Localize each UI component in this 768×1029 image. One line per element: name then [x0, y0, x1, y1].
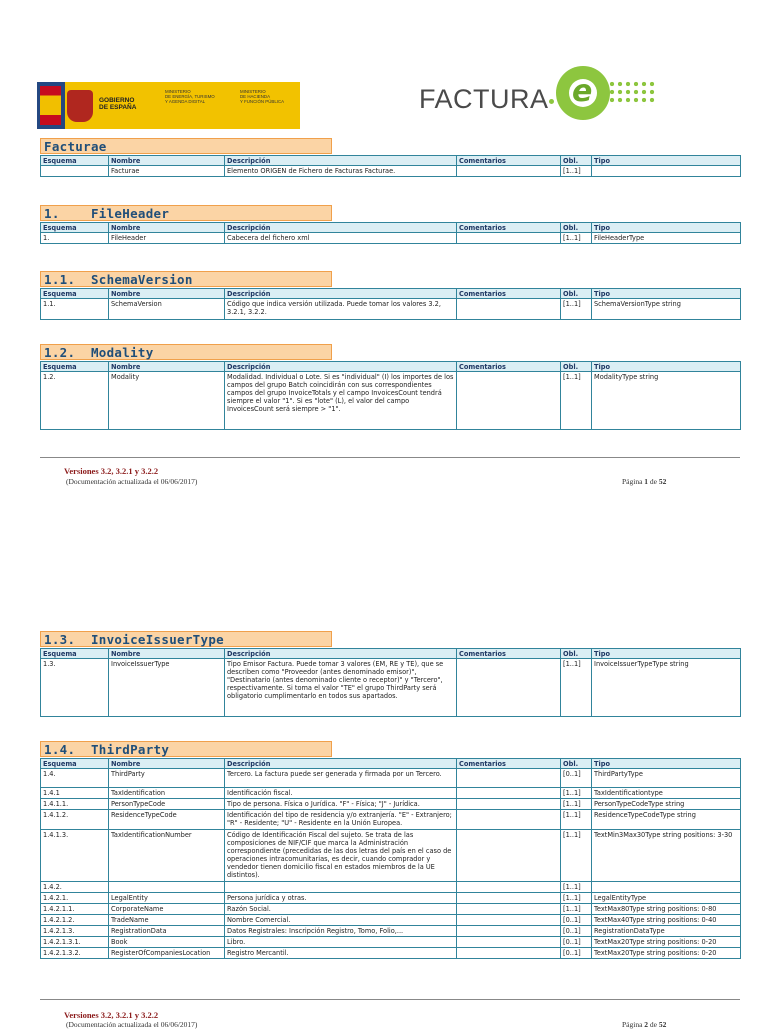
table-cell: TextMax20Type string positions: 0-20 [592, 948, 741, 959]
table-cell: [0..1] [561, 948, 592, 959]
table-cell: SchemaVersion [109, 299, 225, 320]
table-cell: TradeName [109, 915, 225, 926]
column-header: Obl. [561, 759, 592, 769]
column-header: Tipo [592, 223, 741, 233]
table-cell [457, 299, 561, 320]
schema-table [40, 155, 741, 177]
table-cell: Razón Social. [225, 904, 457, 915]
column-header: Tipo [592, 759, 741, 769]
table-row [41, 830, 741, 882]
table-header-row [41, 362, 741, 372]
table-cell: SchemaVersionType string [592, 299, 741, 320]
table-row [41, 788, 741, 799]
column-header: Obl. [561, 156, 592, 166]
table-cell [457, 893, 561, 904]
table-cell: TaxIdentificationNumber [109, 830, 225, 882]
table-cell: 1.4.2.1.3.1. [41, 937, 109, 948]
table-cell: ResidenceTypeCodeType string [592, 810, 741, 830]
table-cell [457, 937, 561, 948]
column-header: Descripción [225, 759, 457, 769]
table-cell: Registro Mercantil. [225, 948, 457, 959]
column-header: Descripción [225, 156, 457, 166]
table-cell: [1..1] [561, 788, 592, 799]
column-header: Nombre [109, 759, 225, 769]
table-cell: [0..1] [561, 915, 592, 926]
table-cell: 1.2. [41, 372, 109, 430]
column-header: Esquema [41, 649, 109, 659]
table-cell: Tipo de persona. Física o Jurídica. "F" - Física; "J" - Jurídica. [225, 799, 457, 810]
column-header: Esquema [41, 223, 109, 233]
table-cell [41, 166, 109, 177]
table-row [41, 915, 741, 926]
section-title: 1.3. InvoiceIssuerType [40, 631, 332, 647]
table-cell: 1. [41, 233, 109, 244]
table-cell: [0..1] [561, 769, 592, 788]
table-cell [457, 810, 561, 830]
table-row [41, 937, 741, 948]
table-cell: Datos Registrales: Inscripción Registro, Tomo, Folio,... [225, 926, 457, 937]
column-header: Comentarios [457, 362, 561, 372]
table-cell [457, 372, 561, 430]
table-cell: Persona jurídica y otras. [225, 893, 457, 904]
table-cell: 1.4.2.1. [41, 893, 109, 904]
table-cell: [1..1] [561, 904, 592, 915]
table-cell: Código que indica versión utilizada. Puede tomar los valores 3.2, 3.2.1, 3.2.2. [225, 299, 457, 320]
table-row [41, 882, 741, 893]
column-header: Esquema [41, 362, 109, 372]
section-title: 1.4. ThirdParty [40, 741, 332, 757]
footer-doc-date: (Documentación actualizada el 06/06/2017) [66, 477, 198, 486]
table-cell [457, 926, 561, 937]
coat-of-arms-icon [67, 90, 93, 122]
ministry-2: MINISTERIO DE HACIENDA Y FUNCIÓN PÚBLICA [240, 89, 285, 104]
table-cell: Libro. [225, 937, 457, 948]
column-header: Comentarios [457, 156, 561, 166]
table-header-row [41, 649, 741, 659]
table-cell [592, 166, 741, 177]
table-cell [109, 882, 225, 893]
table-cell: [1..1] [561, 882, 592, 893]
table-row [41, 799, 741, 810]
section-title: Facturae [40, 138, 332, 154]
footer-divider-2 [40, 999, 740, 1000]
table-row [41, 233, 741, 244]
footer-page-number-2: Página 2 de 52 [622, 1020, 667, 1029]
table-cell: Tipo Emisor Factura. Puede tomar 3 valores (EM, RE y TE), que se describen como "Proveedor (antes denominado emisor)", "Destinatario (antes denominado cliente o receptor)" y "Tercero", respectivamente. Si toma el valor "TE" el grupo ThirdParty será obligatorio cumplimentarlo en todos sus apartados. [225, 659, 457, 717]
table-cell: 1.4.2.1.1. [41, 904, 109, 915]
column-header: Comentarios [457, 649, 561, 659]
table-cell: TextMax80Type string positions: 0-80 [592, 904, 741, 915]
column-header: Nombre [109, 649, 225, 659]
table-row [41, 299, 741, 320]
column-header: Nombre [109, 223, 225, 233]
table-cell: [1..1] [561, 810, 592, 830]
table-cell: 1.4.1.3. [41, 830, 109, 882]
table-cell: ResidenceTypeCode [109, 810, 225, 830]
table-cell: [1..1] [561, 799, 592, 810]
table-cell [457, 915, 561, 926]
table-row [41, 810, 741, 830]
table-cell: RegistrationDataType [592, 926, 741, 937]
table-cell: InvoiceIssuerType [109, 659, 225, 717]
table-cell: ThirdPartyType [592, 769, 741, 788]
column-header: Comentarios [457, 289, 561, 299]
table-row [41, 372, 741, 430]
table-cell [457, 788, 561, 799]
facturae-dots-icon [608, 80, 656, 106]
table-cell: FileHeaderType [592, 233, 741, 244]
table-cell: 1.3. [41, 659, 109, 717]
table-cell [225, 882, 457, 893]
column-header: Obl. [561, 362, 592, 372]
table-cell [457, 659, 561, 717]
table-cell: TaxIdentificationtype [592, 788, 741, 799]
table-cell [457, 233, 561, 244]
column-header: Esquema [41, 759, 109, 769]
column-header: Comentarios [457, 223, 561, 233]
table-cell [457, 799, 561, 810]
table-cell: Código de Identificación Fiscal del sujeto. Se trata de las composiciones de NIF/CIF que marca la Administración correspondiente (precedidas de las dos letras del país en el caso de operaciones intracomunitarias, es decir, cuando comprador y vendedor tienen domicilio fiscal en estados miembros de la UE distintos). [225, 830, 457, 882]
column-header: Nombre [109, 362, 225, 372]
spain-flag-icon [40, 86, 61, 125]
footer-doc-date-2: (Documentación actualizada el 06/06/2017) [66, 1020, 198, 1029]
table-cell: RegistrationData [109, 926, 225, 937]
table-row [41, 769, 741, 788]
column-header: Esquema [41, 289, 109, 299]
table-cell: Book [109, 937, 225, 948]
table-cell: LegalEntity [109, 893, 225, 904]
table-cell: [0..1] [561, 937, 592, 948]
section-title: 1. FileHeader [40, 205, 332, 221]
footer-version: Versiones 3.2, 3.2.1 y 3.2.2 [64, 466, 159, 476]
table-cell: Identificación del tipo de residencia y/o extranjería. "E" - Extranjero; "R" - Residente; "U" - Residente en la Unión Europea. [225, 810, 457, 830]
table-cell: 1.4.1.1. [41, 799, 109, 810]
column-header: Obl. [561, 289, 592, 299]
table-cell: InvoiceIssuerTypeType string [592, 659, 741, 717]
table-cell: PersonTypeCode [109, 799, 225, 810]
footer-version-2: Versiones 3.2, 3.2.1 y 3.2.2 [64, 1010, 159, 1020]
table-cell: [1..1] [561, 893, 592, 904]
table-cell: Modality [109, 372, 225, 430]
table-header-row [41, 223, 741, 233]
table-cell: CorporateName [109, 904, 225, 915]
table-cell: 1.1. [41, 299, 109, 320]
table-cell [457, 948, 561, 959]
column-header: Descripción [225, 649, 457, 659]
table-cell: PersonTypeCodeType string [592, 799, 741, 810]
table-cell: 1.4.1.2. [41, 810, 109, 830]
schema-table [40, 758, 741, 959]
table-row [41, 904, 741, 915]
schema-table [40, 361, 741, 430]
table-row [41, 166, 741, 177]
table-cell: Facturae [109, 166, 225, 177]
table-cell: 1.4. [41, 769, 109, 788]
schema-table [40, 288, 741, 320]
table-header-row [41, 289, 741, 299]
table-cell [592, 882, 741, 893]
column-header: Obl. [561, 649, 592, 659]
table-row [41, 948, 741, 959]
table-cell: ThirdParty [109, 769, 225, 788]
table-row [41, 926, 741, 937]
table-row [41, 893, 741, 904]
column-header: Comentarios [457, 759, 561, 769]
table-cell: FileHeader [109, 233, 225, 244]
gobierno-de-espana-logo [37, 82, 300, 129]
table-cell: Nombre Comercial. [225, 915, 457, 926]
column-header: Descripción [225, 223, 457, 233]
column-header: Descripción [225, 289, 457, 299]
facturae-e-letter: e [572, 74, 593, 109]
table-row [41, 659, 741, 717]
footer-divider [40, 457, 740, 458]
facturae-logo-text: FACTURA [419, 84, 549, 114]
column-header: Obl. [561, 223, 592, 233]
table-cell: Identificación fiscal. [225, 788, 457, 799]
table-cell: [1..1] [561, 659, 592, 717]
table-cell: [1..1] [561, 372, 592, 430]
table-cell: RegisterOfCompaniesLocation [109, 948, 225, 959]
table-cell [457, 904, 561, 915]
schema-table [40, 222, 741, 244]
table-cell: 1.4.2. [41, 882, 109, 893]
column-header: Nombre [109, 289, 225, 299]
table-cell: LegalEntityType [592, 893, 741, 904]
table-cell: 1.4.1 [41, 788, 109, 799]
table-cell: TextMin3Max30Type string positions: 3-30 [592, 830, 741, 882]
table-cell: [1..1] [561, 166, 592, 177]
column-header: Esquema [41, 156, 109, 166]
table-cell: TextMax40Type string positions: 0-40 [592, 915, 741, 926]
table-cell: [0..1] [561, 926, 592, 937]
column-header: Tipo [592, 362, 741, 372]
table-cell: ModalityType string [592, 372, 741, 430]
table-cell: [1..1] [561, 299, 592, 320]
gov-name: GOBIERNO DE ESPAÑA [99, 97, 137, 111]
table-cell [457, 830, 561, 882]
column-header: Tipo [592, 156, 741, 166]
table-cell [457, 166, 561, 177]
ministry-1: MINISTERIO DE ENERGÍA, TURISMO Y AGENDA DIGITAL [165, 89, 215, 104]
column-header: Tipo [592, 649, 741, 659]
schema-table [40, 648, 741, 717]
table-header-row [41, 156, 741, 166]
table-cell [457, 882, 561, 893]
table-cell: Tercero. La factura puede ser generada y firmada por un Tercero. [225, 769, 457, 788]
section-title: 1.2. Modality [40, 344, 332, 360]
table-cell: [1..1] [561, 830, 592, 882]
table-header-row [41, 759, 741, 769]
section-title: 1.1. SchemaVersion [40, 271, 332, 287]
table-cell: TextMax20Type string positions: 0-20 [592, 937, 741, 948]
table-cell [457, 769, 561, 788]
column-header: Descripción [225, 362, 457, 372]
table-cell: [1..1] [561, 233, 592, 244]
footer-page-number: Página 1 de 52 [622, 477, 667, 486]
table-cell: Elemento ORIGEN de Fichero de Facturas Facturae. [225, 166, 457, 177]
table-cell: Cabecera del fichero xml [225, 233, 457, 244]
table-cell: 1.4.2.1.3. [41, 926, 109, 937]
table-cell: 1.4.2.1.3.2. [41, 948, 109, 959]
facturae-logo-dot [549, 99, 554, 104]
column-header: Tipo [592, 289, 741, 299]
table-cell: TaxIdentification [109, 788, 225, 799]
table-cell: Modalidad. Individual o Lote. Si es "individual" (I) los importes de los campos del grupo Batch coincidirán con sus correspondientes campos del grupo InvoiceTotals y el campo InvoicesCount tendrá siempre el valor "1". Si es "lote" (L), el valor del campo InvoicesCount será siempre > "1". [225, 372, 457, 430]
column-header: Nombre [109, 156, 225, 166]
table-cell: 1.4.2.1.2. [41, 915, 109, 926]
